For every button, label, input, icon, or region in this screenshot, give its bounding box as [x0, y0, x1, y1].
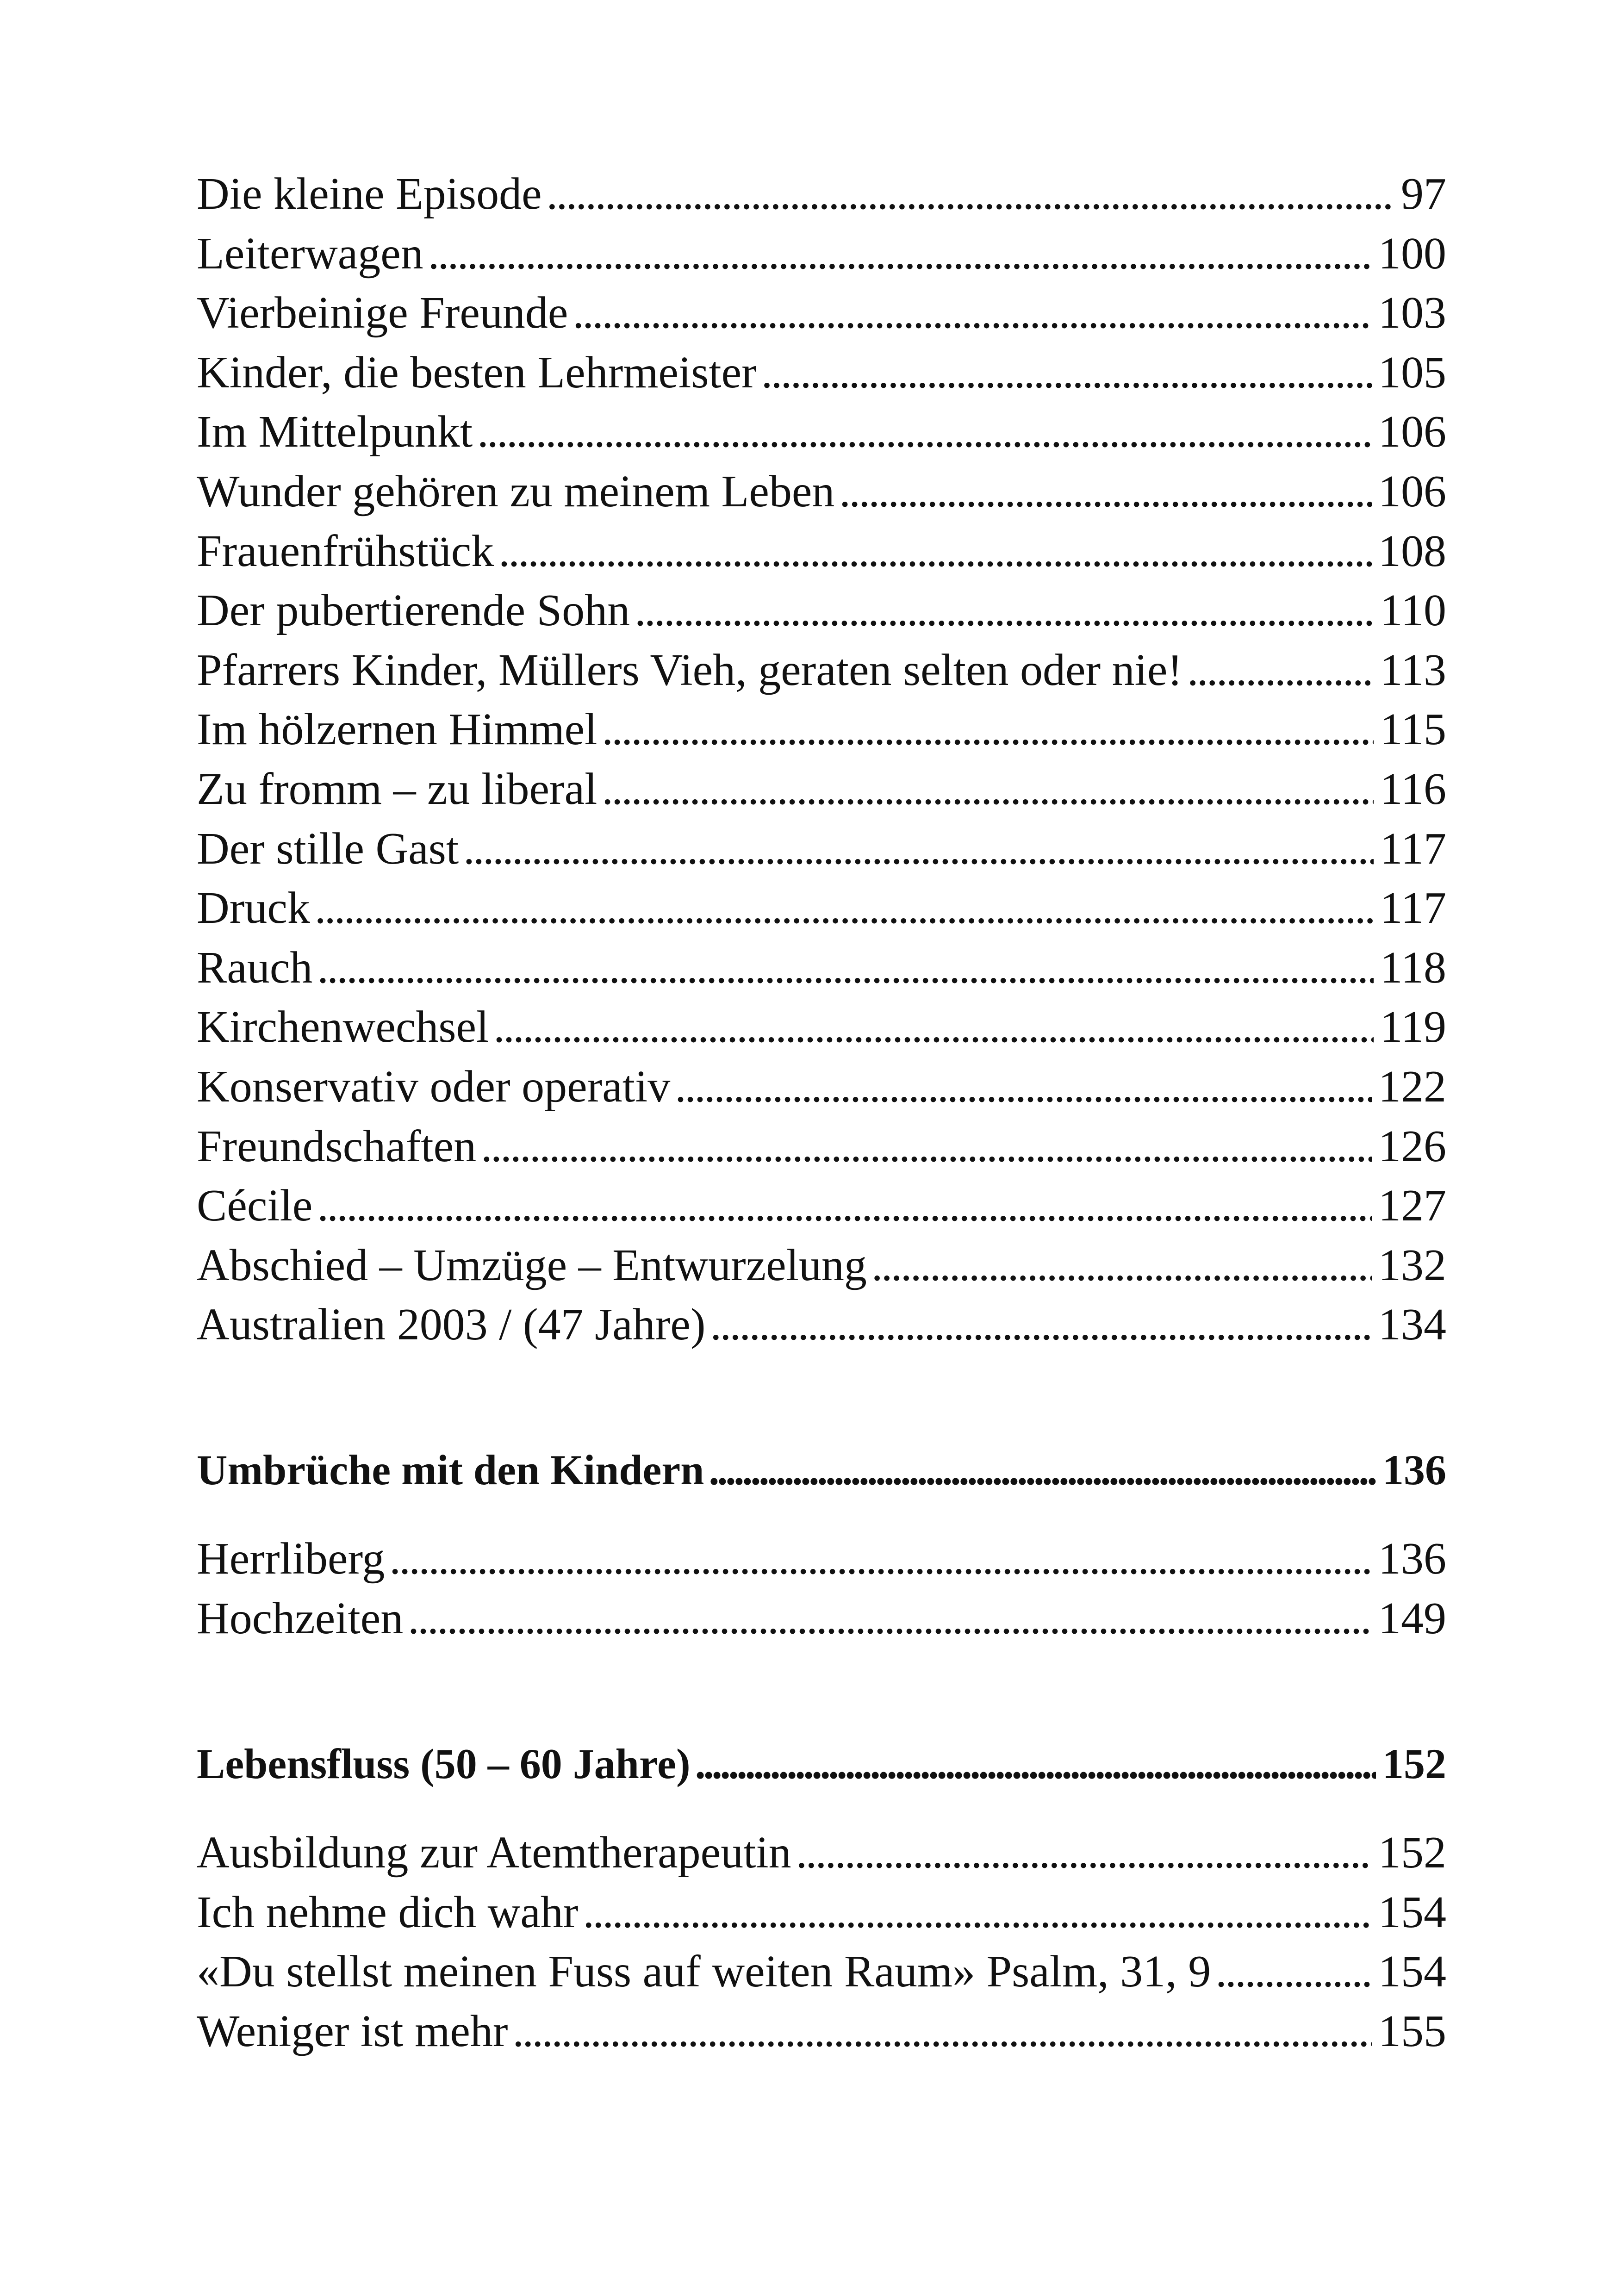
- toc-entry: [197, 343, 1446, 403]
- toc-entry: [197, 938, 1446, 998]
- toc-entry-page: 126: [1378, 1121, 1446, 1171]
- toc-entry-title: Vierbeinige Freunde: [197, 288, 568, 338]
- toc-section-heading-group: [197, 1440, 1446, 1500]
- toc-section-title: Lebensfluss (50 – 60 Jahre): [197, 1740, 691, 1787]
- toc-section-title: Umbrüche mit den Kindern: [197, 1446, 704, 1493]
- toc-dot-leader: [547, 164, 1394, 224]
- toc-section-heading: [197, 1734, 1446, 1794]
- toc-entry-title: Freundschaften: [197, 1121, 477, 1171]
- toc-dot-leader: [635, 581, 1374, 641]
- toc-dot-leader: [710, 1295, 1372, 1355]
- toc-entry-page: 106: [1378, 466, 1446, 516]
- toc-entry-page: 134: [1378, 1300, 1446, 1350]
- toc-entry-page: 117: [1380, 883, 1446, 933]
- toc-entry-title: Wunder gehören zu meinem Leben: [197, 466, 835, 516]
- toc-entry: [197, 1117, 1446, 1176]
- toc-dot-leader: [428, 224, 1372, 284]
- toc-entry-page: 152: [1378, 1828, 1446, 1878]
- toc-entry-page: 100: [1378, 228, 1446, 279]
- toc-entry-title: Der stille Gast: [197, 823, 459, 874]
- toc-entry: [197, 2002, 1446, 2061]
- toc-entry: [197, 402, 1446, 462]
- toc-entry-title: Die kleine Episode: [197, 169, 542, 219]
- toc-entry-title: Kinder, die besten Lehrmeister: [197, 347, 757, 398]
- toc-entry-title: Australien 2003 / (47 Jahre): [197, 1300, 706, 1350]
- toc-dot-leader: [796, 1823, 1372, 1883]
- toc-entry: [197, 641, 1446, 700]
- toc-entry-title: Ausbildung zur Atemtherapeutin: [197, 1828, 791, 1878]
- toc-dot-leader: [493, 997, 1373, 1057]
- toc-dot-leader: [602, 759, 1373, 819]
- toc-dot-leader: [573, 283, 1372, 343]
- toc-entry-page: 105: [1378, 347, 1446, 398]
- toc-entry-page: 113: [1380, 645, 1446, 695]
- toc-entry: [197, 1295, 1446, 1355]
- toc-dot-leader: [583, 1883, 1372, 1942]
- toc-entry-page: 106: [1378, 407, 1446, 457]
- toc-dot-leader: [463, 819, 1374, 879]
- toc-dot-leader: [389, 1529, 1372, 1589]
- toc-entry-page: 149: [1378, 1593, 1446, 1644]
- toc-entry-page: 108: [1378, 526, 1446, 576]
- toc-dot-leader: [408, 1589, 1372, 1649]
- toc-dot-leader: [839, 462, 1372, 522]
- toc-entry-title: Im Mittelpunkt: [197, 407, 473, 457]
- toc-entry-title: Pfarrers Kinder, Müllers Vieh, geraten selten oder nie!: [197, 645, 1183, 695]
- toc-entry-title: Konservativ oder operativ: [197, 1061, 671, 1112]
- toc-dot-leader: [315, 878, 1374, 938]
- toc-dot-leader: [602, 700, 1373, 759]
- toc-entry-title: Kirchenwechsel: [197, 1002, 489, 1052]
- toc-entry: [197, 1823, 1446, 1883]
- toc-entry-page: 127: [1378, 1181, 1446, 1231]
- toc-section-heading: [197, 1440, 1446, 1500]
- toc-entry: [197, 1529, 1446, 1589]
- toc-entry: [197, 819, 1446, 879]
- toc-entry-title: Herrliberg: [197, 1534, 385, 1584]
- toc-entry-page: 122: [1378, 1061, 1446, 1112]
- toc-entry-page: 116: [1380, 764, 1446, 814]
- toc-entry: [197, 1057, 1446, 1117]
- toc-entry: [197, 164, 1446, 224]
- toc-entry: [197, 522, 1446, 581]
- toc-dot-leader: [477, 402, 1372, 462]
- toc-dot-leader: [761, 343, 1372, 403]
- toc-group-children: [197, 1529, 1446, 1648]
- toc-dot-leader: [317, 938, 1373, 998]
- toc-entry: [197, 878, 1446, 938]
- toc-entry-title: Weniger ist mehr: [197, 2006, 508, 2057]
- toc-entry-page: 155: [1378, 2006, 1446, 2057]
- toc-dot-leader: [481, 1117, 1372, 1176]
- toc-entry-title: Im hölzernen Himmel: [197, 704, 597, 755]
- toc-entry-page: 103: [1378, 288, 1446, 338]
- toc-entry: [197, 1883, 1446, 1942]
- toc-entry-page: 154: [1378, 1887, 1446, 1937]
- toc-entry: [197, 581, 1446, 641]
- toc-dot-leader: [675, 1057, 1372, 1117]
- toc-entry: [197, 1589, 1446, 1649]
- toc-dot-leader: [695, 1734, 1376, 1794]
- toc-section-heading-group: [197, 1734, 1446, 1794]
- toc-dot-leader: [1187, 641, 1374, 700]
- toc-entry-page: 115: [1380, 704, 1446, 755]
- toc-group-main: [197, 164, 1446, 1355]
- toc-dot-leader: [512, 2002, 1372, 2061]
- toc-entry-page: 97: [1401, 169, 1446, 219]
- toc-group-lebensfluss: [197, 1823, 1446, 2061]
- toc-entry: [197, 1176, 1446, 1236]
- toc-entry-page: 118: [1380, 942, 1446, 993]
- toc-entry-title: «Du stellst meinen Fuss auf weiten Raum» Psalm, 31, 9: [197, 1947, 1211, 1997]
- toc-entry: [197, 224, 1446, 284]
- toc-dot-leader: [317, 1176, 1372, 1236]
- toc-entry-page: 136: [1378, 1534, 1446, 1584]
- toc-entry: [197, 759, 1446, 819]
- toc-entry-page: 154: [1378, 1947, 1446, 1997]
- toc-entry-page: 110: [1380, 585, 1446, 636]
- toc-entry-title: Hochzeiten: [197, 1593, 404, 1644]
- toc-section-page: 152: [1382, 1740, 1446, 1787]
- toc-entry: [197, 1942, 1446, 2002]
- toc-section-page: 136: [1382, 1446, 1446, 1493]
- toc-entry-page: 132: [1378, 1240, 1446, 1290]
- toc-entry-title: Cécile: [197, 1181, 313, 1231]
- toc-entry-title: Zu fromm – zu liberal: [197, 764, 597, 814]
- toc-dot-leader: [498, 522, 1372, 581]
- toc-entry: [197, 1236, 1446, 1295]
- toc-entry-title: Abschied – Umzüge – Entwurzelung: [197, 1240, 867, 1290]
- toc-entry: [197, 700, 1446, 759]
- toc-entry-title: Frauenfrühstück: [197, 526, 494, 576]
- toc-entry: [197, 283, 1446, 343]
- toc-entry-title: Ich nehme dich wahr: [197, 1887, 579, 1937]
- table-of-contents: [197, 164, 1446, 2061]
- toc-dot-leader: [1215, 1942, 1372, 2002]
- toc-entry: [197, 997, 1446, 1057]
- toc-entry: [197, 462, 1446, 522]
- toc-dot-leader: [709, 1440, 1376, 1500]
- toc-entry-page: 119: [1380, 1002, 1446, 1052]
- toc-entry-title: Leiterwagen: [197, 228, 423, 279]
- toc-entry-title: Der pubertierende Sohn: [197, 585, 630, 636]
- toc-entry-title: Druck: [197, 883, 310, 933]
- toc-entry-page: 117: [1380, 823, 1446, 874]
- toc-entry-title: Rauch: [197, 942, 313, 993]
- toc-dot-leader: [871, 1236, 1372, 1295]
